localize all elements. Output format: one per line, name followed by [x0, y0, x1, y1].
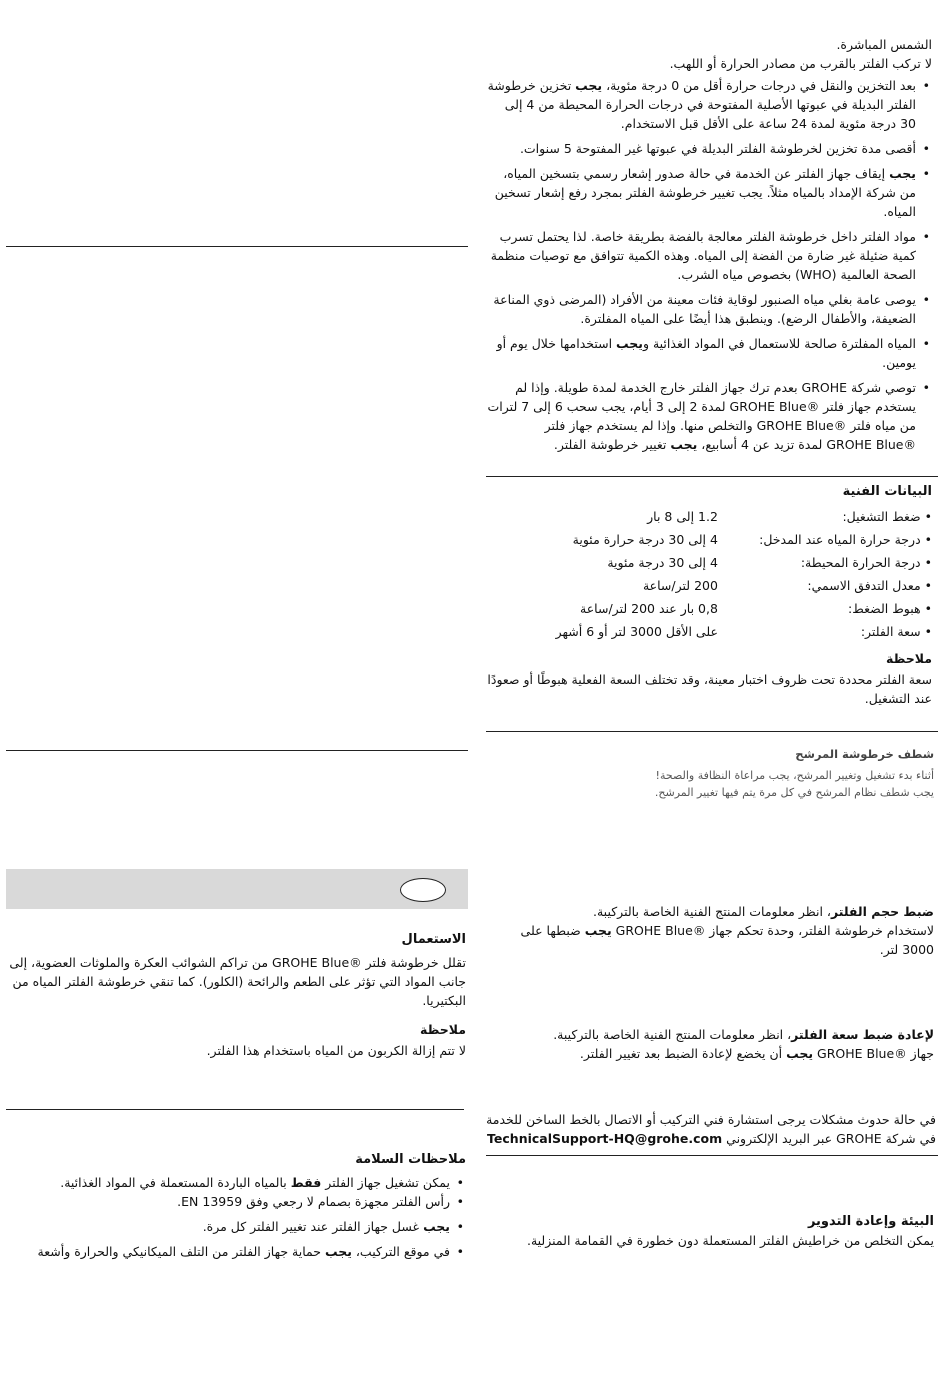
- list-item: • أقصى مدة تخزين لخرطوشة الفلتر البديلة في عبوتها غير المفتوحة 5 سنوات.: [486, 139, 916, 158]
- divider: [486, 731, 938, 732]
- safety-section: [6, 1150, 466, 1267]
- tech-note-text: سعة الفلتر محددة تحت ظروف اختبار معينة، وقد تختلف السعة الفعلية هبوطًا أو صعودًا عند التشغيل.: [487, 672, 932, 706]
- list-item: • يوصى عامة بغلي مياه الصنبور لوقاية فئات معينة من الأفراد (المرضى ذوي المناعة الضعيفة، والأطفال الرضع). وينطبق هذا أيضًا على المياه المفلترة.: [486, 290, 916, 328]
- divider: [6, 750, 468, 751]
- filter-size-line-2: لاستخدام خرطوشة الفلتر، وحدة تحكم جهاز ®GROHE Blue يجب ضبطها على 3000 لتر.: [520, 923, 934, 957]
- flush-line-1: أثناء بدء تشغيل وتغيير المرشح، يجب مراعاة النظافة والصحة!: [655, 769, 934, 782]
- environment-title: البيئة وإعادة التدوير: [807, 1214, 934, 1229]
- safety-bullet-list: [6, 1173, 466, 1261]
- usage-note-title: ملاحظة: [420, 1022, 466, 1037]
- divider: [486, 476, 938, 477]
- top-bullet-list: [486, 76, 932, 454]
- support-email: TechnicalSupport-HQ@grohe.com: [487, 1131, 723, 1146]
- support-section: [486, 1110, 936, 1148]
- tech-data-table: [486, 505, 932, 643]
- tech-note-title: ملاحظة: [886, 651, 932, 666]
- divider: [6, 1109, 464, 1110]
- flush-line-2: يجب شطف نظام المرشح في كل مرة يتم فيها تغيير المرشح.: [654, 786, 934, 799]
- safety-continued-section: [486, 35, 932, 460]
- list-item: • يجب غسل جهاز الفلتر عند تغيير الفلتر كل مرة.: [6, 1217, 450, 1236]
- section-header-panel: [6, 869, 468, 909]
- reset-section: [486, 1025, 934, 1063]
- table-row: • معدل التدفق الاسمي: 200 لتر/ساعة: [642, 578, 932, 593]
- divider: [486, 1155, 938, 1156]
- list-item: • توصي شركة GROHE بعدم ترك جهاز الفلتر خارج الخدمة لمدة طويلة. وإذا لم يستخدم جهاز فلتر ®GROHE Blue لمدة 2 إلى 3 أيام، يجب سحب 6 إلى 7 لترات من مياه فلتر ®GROHE Blue والتخلص منها. وإذا لم يستخدم جهاز فلتر ®GROHE Blue لمدة تزيد عن 4 أسابيع، يجب تغيير خرطوشة الفلتر.: [486, 378, 916, 454]
- flush-title: شطف خرطوشة المرشح: [795, 747, 934, 761]
- filter-size-section: [486, 902, 934, 959]
- usage-section: [6, 930, 466, 1060]
- table-row: • درجة حرارة المياه عند المدخل: 4 إلى 30 درجة حرارة مئوية: [572, 532, 932, 547]
- filter-size-line-1: ضبط حجم الفلتر، انظر معلومات المنتج الفنية الخاصة بالتركيبة.: [593, 904, 934, 919]
- table-row: • هبوط الضغط: 0,8 بار عند 200 لتر/ساعة: [580, 601, 932, 616]
- divider: [6, 246, 468, 247]
- flush-section: [486, 746, 934, 801]
- list-item: • يمكن تشغيل جهاز الفلتر فقط بالمياه الباردة المستعملة في المواد الغذائية.: [6, 1173, 450, 1192]
- list-item: • رأس الفلتر مجهزة بصمام لا رجعي وفق EN 13959.: [6, 1192, 450, 1211]
- support-text: في حالة حدوث مشكلات يرجى استشارة فني التركيب أو الاتصال بالخط الساخن للخدمة في شركة GROHE عبر البريد الإلكتروني TechnicalSupport-HQ@grohe.com: [486, 1112, 936, 1146]
- usage-text: تقلل خرطوشة فلتر ®GROHE Blue من تراكم الشوائب العكرة والملوثات العضوية، إلى جانب المواد التي تؤثر على الطعم والرائحة (الكلور). كما تنقي خرطوشة الفلتر المياه من البكتيريا.: [9, 955, 466, 1008]
- table-row: • درجة الحرارة المحيطة: 4 إلى 30 درجة مئوية: [607, 555, 932, 570]
- list-item: • يجب إيقاف جهاز الفلتر عن الخدمة في حالة صدور إشعار رسمي بتسخين المياه، من شركة الإمداد بالمياه مثلاً. يجب تغيير خرطوشة الفلتر بمجرد رفع إشعار تسخين المياه.: [486, 164, 916, 221]
- usage-note-text: لا تتم إزالة الكربون من المياه باستخدام هذا الفلتر.: [206, 1043, 466, 1058]
- tech-data-section: [486, 482, 932, 708]
- list-item: • مواد الفلتر داخل خرطوشة الفلتر معالجة بالفضة بطريقة خاصة. لذا يحتمل تسرب كمية ضئيلة غير ضارة من الفضة إلى المياه. وهذه الكمية تتوافق مع توصيات منظمة الصحة العالمية (WHO) بخصوص مياه الشرب.: [486, 227, 916, 284]
- tech-data-title: البيانات الفنية: [842, 484, 932, 499]
- page-badge-oval: [400, 878, 446, 902]
- list-item: • المياه المفلترة صالحة للاستعمال في المواد الغذائية ويجب استخدامها خلال يوم أو يومين.: [486, 334, 916, 372]
- reset-line-2: جهاز ®GROHE Blue يجب أن يخضع لإعادة الضبط بعد تغيير الفلتر.: [579, 1046, 934, 1061]
- environment-section: [486, 1212, 934, 1250]
- safety-title: ملاحظات السلامة: [355, 1152, 466, 1167]
- reset-line-1: لإعادة ضبط سعة الفلتر، انظر معلومات المنتج الفنية الخاصة بالتركيبة.: [553, 1027, 934, 1042]
- table-row: • سعة الفلتر: على الأقل 3000 لتر أو 6 أشهر: [555, 624, 932, 639]
- table-row: • ضغط التشغيل: 1.2 إلى 8 بار: [647, 509, 932, 524]
- list-item: • في موقع التركيب، يجب حماية جهاز الفلتر من التلف الميكانيكي والحرارة وأشعة: [6, 1242, 450, 1261]
- environment-text: يمكن التخلص من خراطيش الفلتر المستعملة دون خطورة في القمامة المنزلية.: [526, 1233, 934, 1248]
- intro-line-1: الشمس المباشرة.: [836, 37, 932, 52]
- usage-title: الاستعمال: [401, 932, 466, 947]
- list-item: • بعد التخزين والنقل في درجات حرارة أقل من 0 درجة مئوية، يجب تخزين خرطوشة الفلتر البديلة في عبوتها الأصلية المفتوحة في درجات الحرارة المحيطة من 4 إلى 30 درجة مئوية لمدة 24 ساعة على الأقل قبل الاستخدام.: [486, 76, 916, 133]
- intro-line-2: لا تركب الفلتر بالقرب من مصادر الحرارة أو اللهب.: [669, 56, 932, 71]
